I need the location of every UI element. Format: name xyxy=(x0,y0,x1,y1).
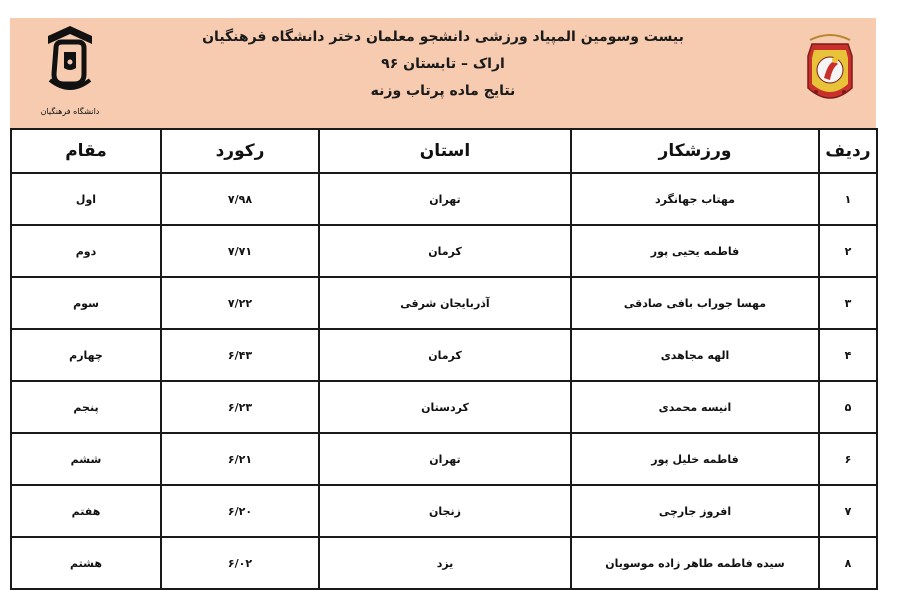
cell-place: دوم xyxy=(11,225,161,277)
title-line-2: اراک – تابستان ۹۶ xyxy=(381,56,505,72)
table-row xyxy=(11,433,877,485)
cell-record: ۷/۹۸ xyxy=(161,173,319,225)
cell-province: کرمان xyxy=(319,225,571,277)
cell-record: ۶/۲۱ xyxy=(161,433,319,485)
cell-rank: ۷ xyxy=(819,485,877,537)
table-row xyxy=(11,537,877,589)
results-table xyxy=(10,128,878,590)
cell-place: پنجم xyxy=(11,381,161,433)
cell-province: کردستان xyxy=(319,381,571,433)
cell-rank: ۲ xyxy=(819,225,877,277)
cell-place: ششم xyxy=(11,433,161,485)
title-line-3: نتایج ماده پرتاب وزنه xyxy=(370,83,516,99)
cell-athlete: الهه مجاهدی xyxy=(571,329,819,381)
table-row xyxy=(11,225,877,277)
column-header-record: رکورد xyxy=(161,129,319,173)
cell-athlete: مهتاب جهانگرد xyxy=(571,173,819,225)
farhangian-university-logo xyxy=(34,22,106,122)
cell-record: ۶/۴۳ xyxy=(161,329,319,381)
column-header-province: استان xyxy=(319,129,571,173)
cell-athlete: انیسه محمدی xyxy=(571,381,819,433)
cell-rank: ۳ xyxy=(819,277,877,329)
cell-rank: ۱ xyxy=(819,173,877,225)
table-row xyxy=(11,485,877,537)
cell-record: ۷/۷۱ xyxy=(161,225,319,277)
cell-place: چهارم xyxy=(11,329,161,381)
table-row xyxy=(11,277,877,329)
cell-athlete: افروز جارچی xyxy=(571,485,819,537)
cell-rank: ۸ xyxy=(819,537,877,589)
cell-record: ۶/۰۲ xyxy=(161,537,319,589)
cell-record: ۶/۲۰ xyxy=(161,485,319,537)
cell-province: کرمان xyxy=(319,329,571,381)
title-line-1: بیست وسومین المپیاد ورزشی دانشجو معلمان دختر دانشگاه فرهنگیان xyxy=(202,29,684,45)
cell-rank: ۶ xyxy=(819,433,877,485)
cell-province: زنجان xyxy=(319,485,571,537)
farhangian-university-logo-icon xyxy=(34,22,106,102)
cell-athlete: سیده فاطمه طاهر زاده موسویان xyxy=(571,537,819,589)
cell-place: سوم xyxy=(11,277,161,329)
header-banner xyxy=(10,18,876,128)
table-row xyxy=(11,381,877,433)
table-row xyxy=(11,173,877,225)
cell-province: تهران xyxy=(319,173,571,225)
column-header-place: مقام xyxy=(11,129,161,173)
title-block xyxy=(160,24,726,105)
cell-athlete: مهسا جوراب بافی صادقی xyxy=(571,277,819,329)
column-header-rank: ردیف xyxy=(819,129,877,173)
cell-rank: ۵ xyxy=(819,381,877,433)
left-logo-caption: دانشگاه فرهنگیان xyxy=(40,107,100,116)
column-header-athlete: ورزشکار xyxy=(571,129,819,173)
olympiad-emblem-icon xyxy=(802,26,858,116)
table-row xyxy=(11,329,877,381)
cell-province: تهران xyxy=(319,433,571,485)
table-header-row xyxy=(11,129,877,173)
cell-athlete: فاطمه خلیل پور xyxy=(571,433,819,485)
cell-place: هشتم xyxy=(11,537,161,589)
cell-record: ۷/۲۲ xyxy=(161,277,319,329)
cell-rank: ۴ xyxy=(819,329,877,381)
cell-record: ۶/۲۳ xyxy=(161,381,319,433)
cell-province: یزد xyxy=(319,537,571,589)
cell-place: اول xyxy=(11,173,161,225)
cell-athlete: فاطمه یحیی پور xyxy=(571,225,819,277)
cell-province: آذربایجان شرقی xyxy=(319,277,571,329)
cell-place: هفتم xyxy=(11,485,161,537)
